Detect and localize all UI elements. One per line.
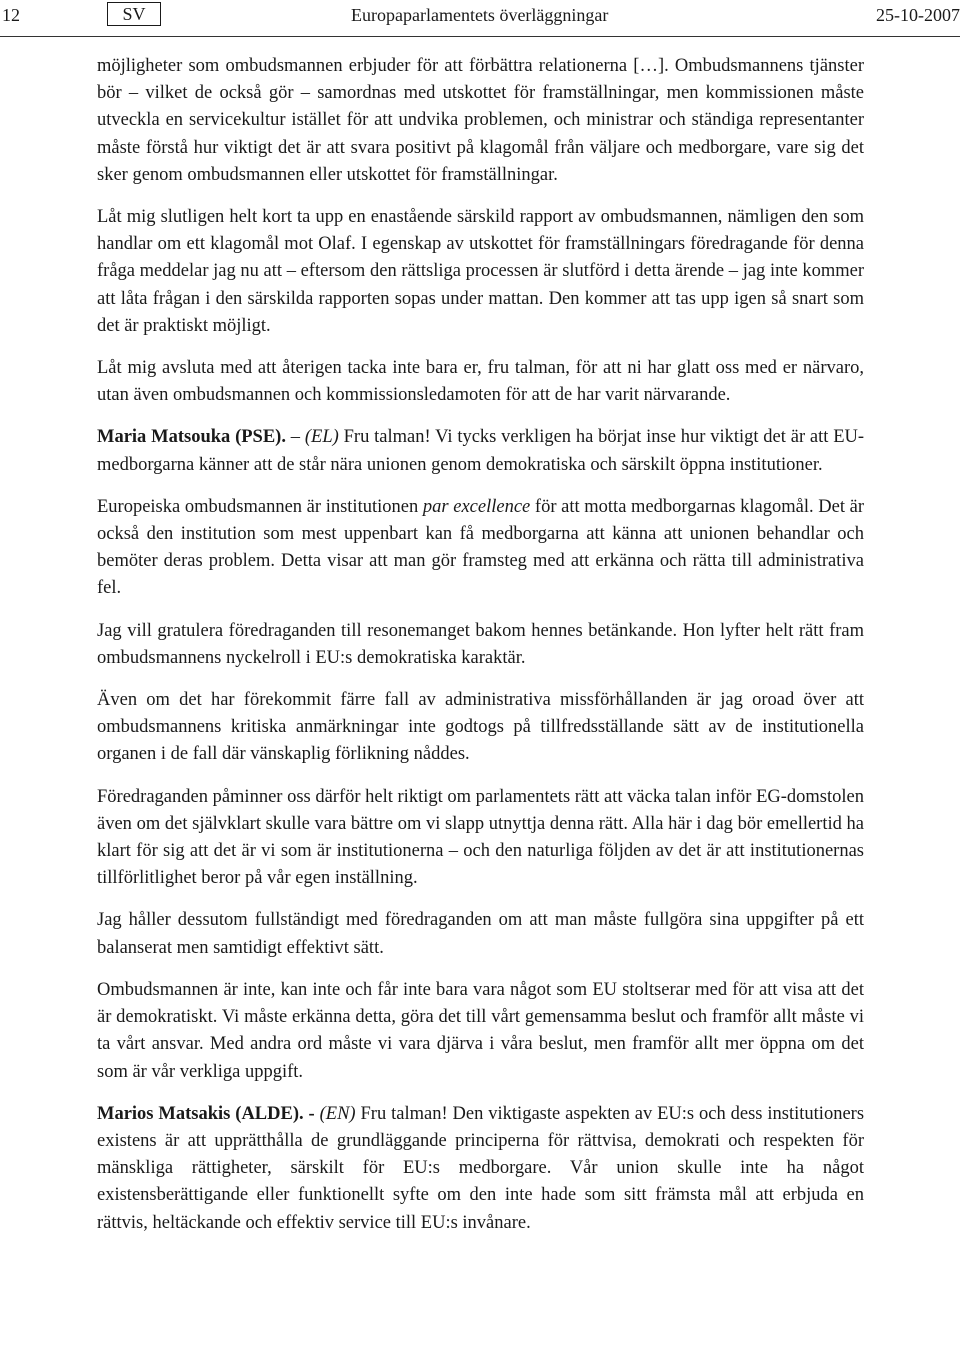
paragraph: Ombudsmannen är inte, kan inte och får inte bara vara något som EU stoltserar med för att visa att det är demokratiskt. Vi måste erkänna detta, göra det till vårt gemensamma beslut och framför allt måste vi ta vårt ansvar. Med andra ord måste vi vara djärva i våra beslut, men framför allt mer öppna om det som är vår verkliga uppgift. xyxy=(97,979,864,1082)
speech-paragraph xyxy=(97,1101,864,1237)
paragraph: Låt mig slutligen helt kort ta upp en enastående särskild rapport av ombudsmannen, nämligen den som handlar om ett klagomål mot Olaf. I egenskap av utskottet för framställningars föredragande för denna fråga meddelar jag nu att – eftersom den rättsliga processen är slutförd i detta ärende – jag inte kommer att låta frågan i den särskilda rapporten sopas under mattan. Den kommer att tas upp igen så snart som det är praktiskt möjligt. xyxy=(97,207,864,336)
paragraph: Föredraganden påminner oss därför helt riktigt om parlamentets rätt att väcka talan inför EG-domstolen även om det självklart skulle vara bättre om vi slapp utnyttja denna rätt. Alla här i dag bör emellertid ha klart för sig att det är vi som är institutionerna – och den naturliga följden av det är att institutionernas tillförlitlighet beror på vår egen inställning. xyxy=(97,786,864,889)
paragraph xyxy=(97,494,864,603)
paragraph: Jag vill gratulera föredraganden till resonemanget bakom hennes betänkande. Hon lyfter helt rätt fram ombudsmannens nyckelroll i EU:s demokratiska karaktär. xyxy=(97,620,864,668)
paragraph: Även om det har förekommit färre fall av administrativa missförhållanden är jag oroad över att ombudsmannens kritiska anmärkningar inte godtogs på tillfredsställande sätt av de institutionella organen i de fall där vänskaplig förlikning nåddes. xyxy=(97,690,864,765)
italic-phrase: par excellence xyxy=(422,496,531,517)
speaker-name: Maria Matsouka (PSE). xyxy=(97,427,286,448)
paragraph: Låt mig avsluta med att återigen tacka inte bara er, fru talman, för att ni har glatt oss med er närvaro, utan även ombudsmannen och kommissionsledamoten för att de har varit närvarande. xyxy=(97,358,864,406)
page-number: 12 xyxy=(2,5,20,25)
speech-text: Fru talman! Vi tycks verkligen ha börjat inse hur viktigt det är att EU-medborgarna känner att de står nära unionen genom demokratiska och särskilt öppna institutioner. xyxy=(97,427,865,475)
language-code: (EN) xyxy=(319,1103,356,1124)
publication-title: Europaparlamentets överläggningar xyxy=(351,5,609,25)
document-body xyxy=(97,53,864,1252)
publication-date: 25-10-2007 xyxy=(876,5,960,25)
speaker-name: Marios Matsakis (ALDE). - xyxy=(97,1103,315,1124)
language-badge: SV xyxy=(107,2,161,26)
paragraph: möjligheter som ombudsmannen erbjuder för att förbättra relationerna […]. Ombudsmannens tjänster bör – vilket de också gör – samordnas med utskottet för framställningar, men kommissionen måste utveckla en servicekultur istället för att undvika problemen, och ministrar och ständiga representanter måste förstå hur viktigt det är att svara positivt på klagomål från väljare och medborgare, vare sig det sker genom ombudsmannen eller utskottet för framställningar. xyxy=(97,56,864,185)
page-header xyxy=(0,0,960,37)
paragraph: Jag håller dessutom fullständigt med föredraganden om att man måste fullgöra sina uppgifter på ett balanserat men samtidigt effektivt sätt. xyxy=(97,910,864,958)
text-segment: Europeiska ombudsmannen är institutionen xyxy=(97,496,419,517)
text-segment: för att motta medborgarnas klagomål. Det är också den institution som mest uppenbart kan få medborgarna att känna att unionen behandlar och bemöter deras problem. Detta visar att man gör framsteg med att erkänna och rätta till administrativa fel. xyxy=(97,496,865,599)
language-code: (EL) xyxy=(304,427,339,448)
speech-text: Fru talman! Den viktigaste aspekten av EU:s och dess institutioners existens är att upprätthålla de grundläggande principerna för rättvisa, demokrati och respekten för mänskliga rättigheter, särskilt för EU:s medborgare. Vår union skulle inte ha något existensberättigande eller funktionellt syfte om den inte hade som sitt främsta mål att erbjuda en rättvis, heltäckande och effektiv service till EU:s invånare. xyxy=(97,1103,865,1233)
speech-separator: – xyxy=(290,427,301,448)
speech-paragraph xyxy=(97,424,864,478)
